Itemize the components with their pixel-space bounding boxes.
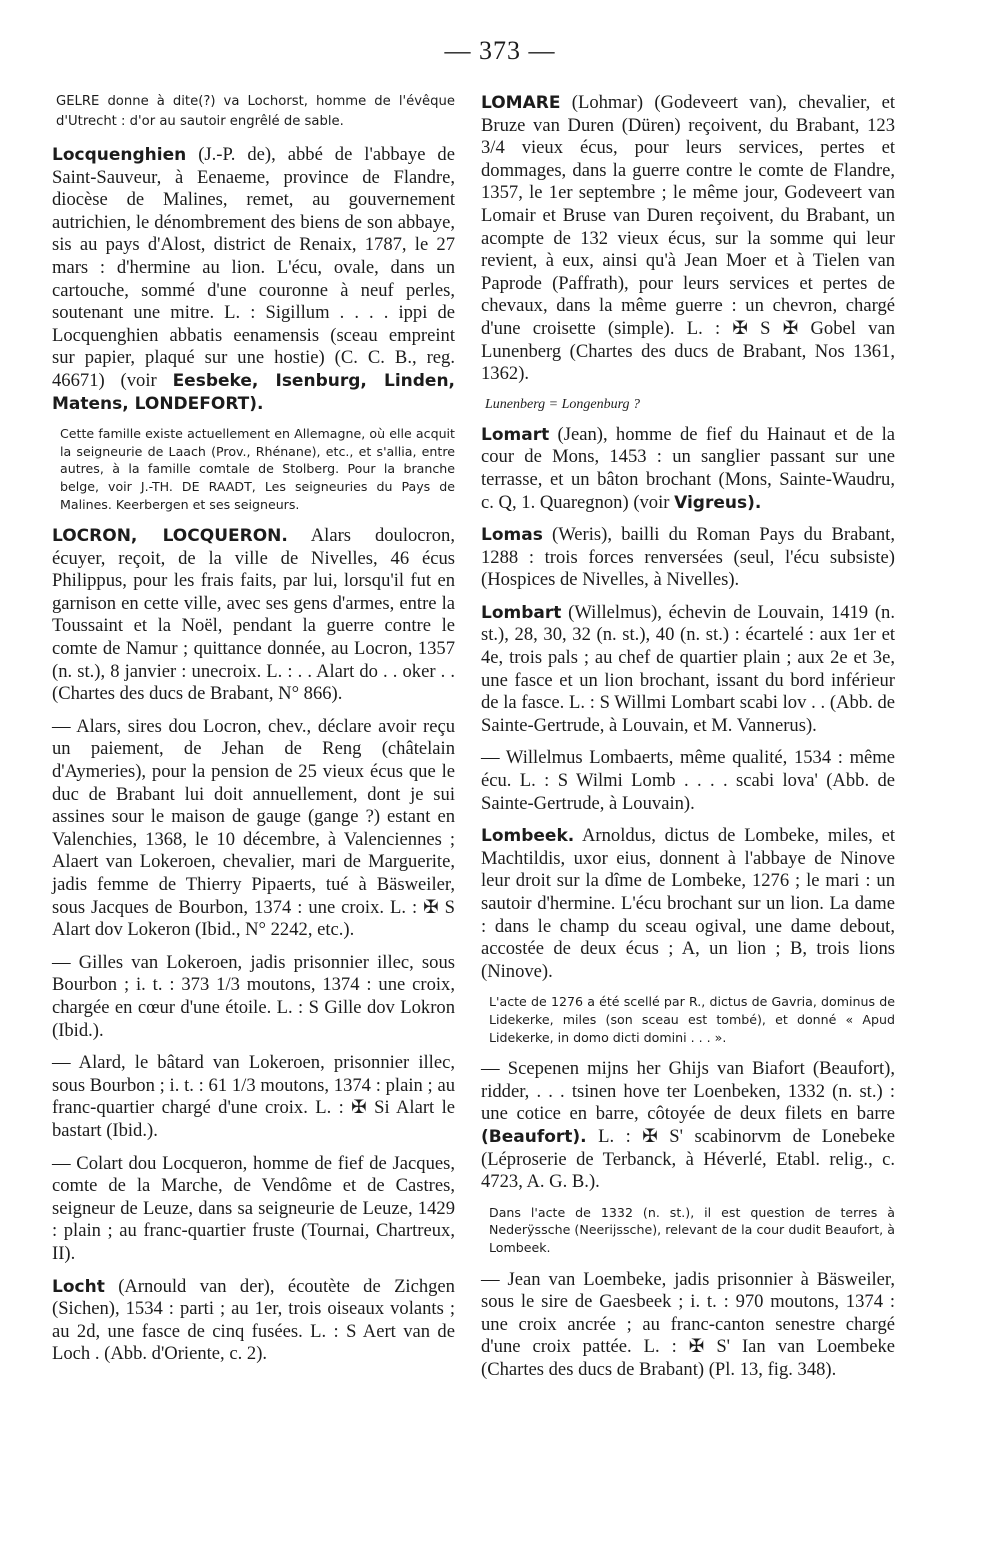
sub-entry-willelmus: — Willelmus Lombaerts, même qualité, 1534 : même écu. L. : S Wilmi Lomb . . . . scabi lova' (Abb. de Sainte-Gertrude, à Louvain). xyxy=(481,747,895,814)
cross-reference: (Beaufort). xyxy=(481,1126,587,1147)
cross-references: Eesbeke, Isenburg, Linden, Matens, LONDEFORT). xyxy=(52,370,456,414)
sub-entry-gilles: — Gilles van Lokeroen, jadis prisonnier illec, sous Bourbon ; i. t. : 373 1/3 moutons, 1374 : une croix, chargée en cœur d'une étoile. L. : S Gille dov Lokron (Ibid.). xyxy=(52,951,455,1041)
footnote: Dans l'acte de 1332 (n. st.), il est question de terres à Nederÿssche (Neerijssche), relevant de la cour dudit Beaufort, à Lombeek. xyxy=(489,1204,895,1255)
headword: Lombeek. xyxy=(481,826,575,847)
entry-text: (Jean), homme de fief du Hainaut et de la cour de Mons, 1453 : un sanglier passant sur une terrasse, et un bâton brochant (Mons, Sainte-Waudru, c. Q, 1. Quaregnon) (voir xyxy=(481,423,895,513)
page-number: — 373 — xyxy=(444,36,556,65)
sub-entry-alars: — Alars, sires dou Locron, chev., déclare avoir reçu un paiement, de Jehan de Reng (châtelain d'Aymeries), pour la pension de 25 vieux écus que le duc de Brabant lui doit annuellement, dont je sui assines sour le maison de gauge (gange ?) estant en Valenchies, 1368, le 10 décembre, à Valenciennes ; Alaert van Lokeroen, chevalier, mari de Marguerite, jadis femme de Thierry Pipaerts, tué à Bäsweiler, sous Jacques de Bourbon, 1374 : une croix. L. : ✠ S Alart dov Lokeron (Ibid., N° 2242, etc.). xyxy=(52,715,455,941)
headword: Lomas xyxy=(481,525,543,546)
entry-lomare xyxy=(481,92,895,386)
headword: LOCRON, LOCQUERON. xyxy=(52,526,288,547)
headword: LOMARE xyxy=(481,93,561,113)
headword: Locht xyxy=(52,1276,105,1297)
entry-text-rest: L. : ✠ S' scabinorvm de Lonebeke (Léproserie de Terbanck, à Héverlé, Etabl. relig., c. 4723, A. G. B.). xyxy=(481,1125,896,1193)
entry-locron xyxy=(52,525,455,706)
sub-entry-alard: — Alard, le bâtard van Lokeroen, prisonnier illec, sous Bourbon ; i. t. : 61 1/3 moutons, 1374 : plain ; au franc-quartier chargé d'une croix. L. : ✠ Si Alart le bastart (Ibid.). xyxy=(52,1052,455,1141)
sub-entry-colart: — Colart dou Locqueron, homme de fief de Jacques, comte de la Marche, de Vendôme et de Castres, seigneur de Leuze, dans sa seigneurie de Leuze, 1429 : plain ; au franc-quartier fruste (Tournai, Chartreux, II). xyxy=(52,1152,455,1264)
sub-entry-jean: — Jean van Loembeke, jadis prisonnier à Bäsweiler, sous le sire de Gaesbeek ; i. t. : 970 moutons, 1374 : une croix ancrée ; au franc-canton senestre chargé d'une croix pattée. L. : ✠ S' Ian van Loembeke (Chartes des ducs de Brabant) (Pl. 13, fig. 348). xyxy=(481,1268,895,1380)
entry-text: (Lohmar) (Godeveert van), chevalier, et Bruze van Duren (Düren) reçoivent, du Brabant, 123 3/4 vieux écus, pour leurs services, pertes et dommages, dans la guerre contre le comte de Flandre, 1357, le 1er septembre ; le même jour, Godeveert van Lomair et Bruse van Duren reçoivent, du Brabant, un acompte de 132 vieux écus, sur la somme qui leur revient, à eux, ainsi qu'à Jean Moer et à Tielen van Paprode (Paffrath), pour leurs services et pertes de chevaux, dans la même guerre : un chevron, chargé d'une croisette (simple). L. : ✠ S ✠ Gobel van Lunenberg (Chartes des ducs de Brabant, Nos 1361, 1362). xyxy=(481,92,895,385)
entry-text: (Weris), bailli du Roman Pays du Brabant, 1288 : trois forces renversées (seul, l'écu subsiste) (Hospices de Nivelles, à Nivelles). xyxy=(481,524,895,591)
entry-text: (Arnould van der), écoutète de Zichgen (Sichen), 1534 : parti ; au 1er, trois oiseaux volants ; au 2d, une fasce de cinq fusées. L. : S Aert van de Loch . (Abb. d'Oriente, c. 2). xyxy=(52,1275,455,1365)
entry-lombart xyxy=(481,602,895,738)
entry-lomas xyxy=(481,524,895,592)
cross-reference: Vigreus). xyxy=(674,492,762,513)
headword: Lomart xyxy=(481,424,550,445)
entry-lombeek xyxy=(481,825,895,983)
footnote: L'acte de 1276 a été scellé par R., dictus de Gavria, dominus de Lidekerke, miles (son sceau est tombé), et donné « Apud Lidekerke, in domo dicti domini . . . ». xyxy=(489,994,895,1045)
entry-text: Arnoldus, dictus de Lombeke, miles, et Machtildis, uxor eius, donnent à l'abbaye de Ninove leur droit sur la dîme de Lombeke, 1276 ; le mari : un sautoir d'hermine. L'écu brochant sur un lion. La dame : dans le champ du sceau ogival, une dame debout, accostée de deux écus ; A, un lion ; B, trois lions (Ninove). xyxy=(481,825,896,982)
left-column xyxy=(52,92,455,1376)
right-column xyxy=(481,92,895,1391)
headword: Lombart xyxy=(481,602,562,623)
footnote: Lunenberg = Longenburg ? xyxy=(485,396,641,412)
footnote: Cette famille existe actuellement en Allemagne, où elle acquit la seigneurie de Laach (Prov., Rhénane), etc., et s'allia, entre autres, à la famille comtale de Stolberg. Pour la branche belge, voir J.-TH. DE RAADT, Les seigneuries du Pays de Malines. Keerbergen et ses seigneurs. xyxy=(60,426,455,512)
entry-text: — Scepenen mijns her Ghijs van Biafort (Beaufort), ridder, . . . tsinen hove ter Loenbeken, 1332 (n. st.) : une cotice en barre, côtoyée de deux filets en barre xyxy=(481,1058,895,1125)
entry-text: (Willelmus), échevin de Louvain, 1419 (n. st.), 28, 30, 32 (n. st.), 40 (n. st.) : écartelé : aux 1er et 4e, trois pals ; au chef de quartier plain ; aux 2e et 3e, une fasce et un lion brochant, issant du bord inférieur de la fasce. L. : S Willmi Lombart scabi lov . . (Abb. de Sainte-Gertrude, à Louvain, et M. Vannerus). xyxy=(481,601,895,736)
sub-entry-scepenen xyxy=(481,1058,895,1194)
entry-locquenghien xyxy=(52,144,455,415)
top-note: GELRE donne à dite(?) va Lochorst, homme de l'évêque d'Utrecht : d'or au sautoir engrêlé de sable. xyxy=(56,94,455,129)
entry-text: Alars doulocron, écuyer, reçoit, de la ville de Nivelles, 46 écus Philippus, pour les frais faits, par lui, lorsqu'il fut en garnison en cette ville, avec ses gens d'armes, entre la Toussaint et la Noël, pendant la guerre contre le comte de Namur ; quittance donnée, au Locron, 1357 (n. st.), 8 janvier : unecroix. L. : . . Alart do . . oker . . (Chartes des ducs de Brabant, N° 866). xyxy=(52,525,455,705)
headword: Locquenghien xyxy=(52,145,187,165)
entry-locht xyxy=(52,1276,455,1366)
entry-text: (J.-P. de), abbé de l'abbaye de Saint-Sauveur, à Eenaeme, province de Flandre, diocèse de Malines, remet, au gouvernement autrichien, le dénombrement des biens de son abbaye, sis au pays d'Alost, district de Renaix, 1787, le 27 mars : d'hermine au lion. L'écu, ovale, dans un cartouche, sommé d'une couronne à neuf perles, soutenant une mitre. L. : Sigillum . . . . ippi de Locquenghien abbatis eenamensis (sceau empreint sur papier, plaqué sur une hostie) (C. C. B., reg. 46671) (voir xyxy=(52,144,455,391)
entry-lomart xyxy=(481,424,895,514)
